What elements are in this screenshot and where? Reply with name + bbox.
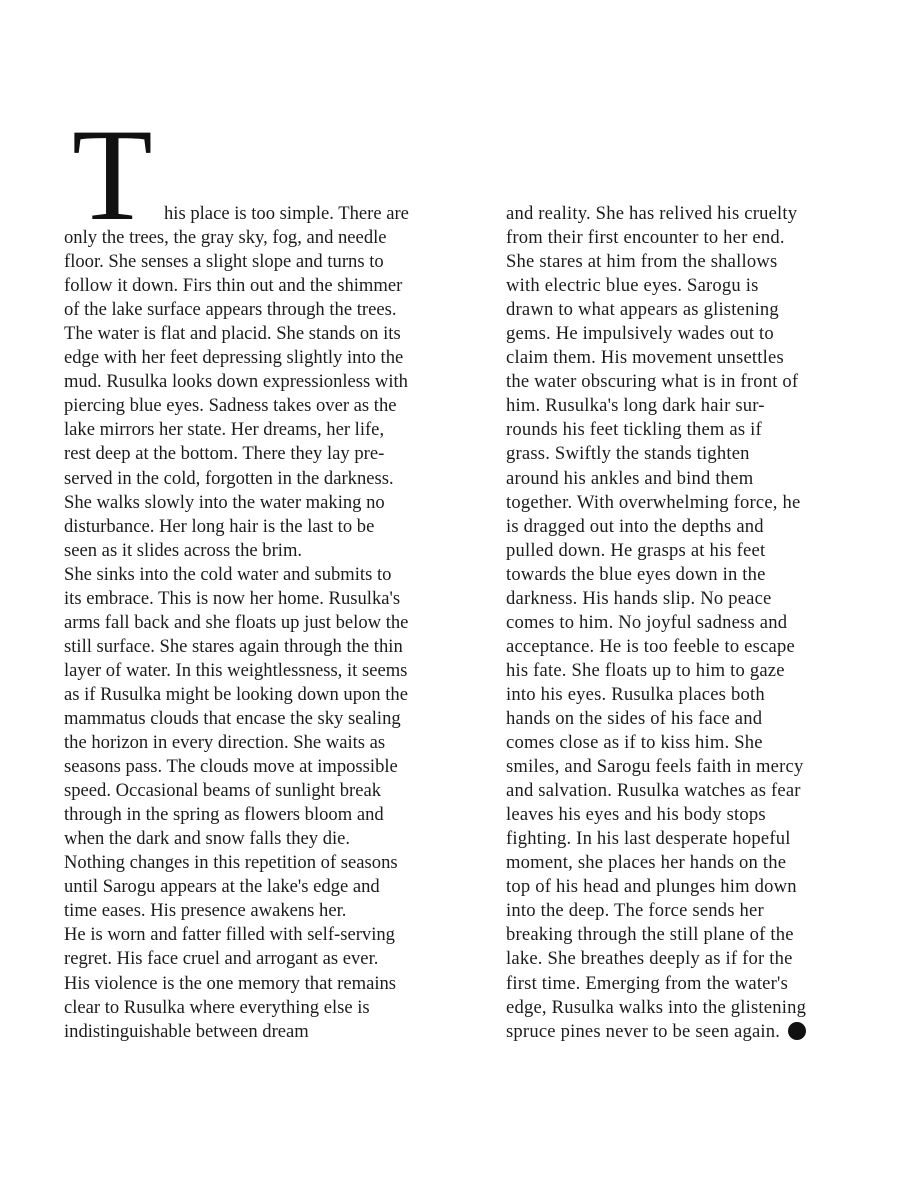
text-line-content: clear to Rusulka where everything else is	[64, 996, 370, 1018]
text-line	[506, 803, 866, 827]
text-line-content: spruce pines never to be seen again.	[506, 1020, 781, 1042]
text-line-content: from their first encounter to her end.	[506, 227, 785, 249]
text-line	[506, 851, 866, 875]
text-line	[506, 659, 866, 683]
text-line-content: pulled down. He grasps at his feet	[506, 539, 766, 561]
text-line	[64, 346, 464, 370]
text-line-content: acceptance. He is too feeble to escape	[506, 635, 795, 657]
text-line-content: She sinks into the cold water and submits to	[64, 563, 392, 585]
text-line-content: is dragged out into the depths and	[506, 515, 764, 537]
text-line-content: served in the cold, forgotten in the darkness.	[64, 467, 394, 489]
text-line-content: its embrace. This is now her home. Rusulka's	[64, 587, 401, 609]
text-line-content: disturbance. Her long hair is the last to be	[64, 515, 375, 537]
text-line-content: until Sarogu appears at the lake's edge and	[64, 876, 380, 898]
text-line	[64, 491, 464, 515]
text-line-content: his fate. She floats up to him to gaze	[506, 659, 785, 681]
text-line-content: The water is flat and placid. She stands on its	[64, 323, 401, 345]
text-line-content: into his eyes. Rusulka places both	[506, 683, 765, 705]
text-line-content: still surface. She stares again through the thin	[64, 635, 403, 657]
text-line-content: leaves his eyes and his body stops	[506, 804, 766, 826]
text-line	[506, 947, 866, 971]
text-line-content: Nothing changes in this repetition of seasons	[64, 852, 398, 874]
text-line-content: when the dark and snow falls they die.	[64, 828, 351, 850]
text-line-content: with electric blue eyes. Sarogu is	[506, 275, 759, 297]
text-line-content: lake. She breathes deeply as if for the	[506, 948, 793, 970]
text-line	[506, 972, 866, 996]
text-line-content: breaking through the still plane of the	[506, 924, 794, 946]
text-line	[64, 418, 464, 442]
text-line-content: His violence is the one memory that remains	[64, 972, 397, 994]
text-line	[506, 827, 866, 851]
text-line	[506, 274, 866, 298]
text-line	[506, 202, 866, 226]
text-line	[506, 442, 866, 466]
text-line-content: She stares at him from the shallows	[506, 251, 778, 273]
text-line	[64, 515, 464, 539]
text-line	[506, 394, 866, 418]
text-line-content: follow it down. Firs thin out and the shimmer	[64, 275, 403, 297]
text-line	[64, 731, 464, 755]
text-line	[506, 611, 866, 635]
text-line-content: edge, Rusulka walks into the glistening	[506, 996, 807, 1018]
text-line	[506, 755, 866, 779]
text-line-content: floor. She senses a slight slope and turns to	[64, 251, 384, 273]
text-line-content: mammatus clouds that encase the sky sealing	[64, 707, 401, 729]
text-line-content: arms fall back and she floats up just below the	[64, 611, 409, 633]
text-line	[64, 923, 464, 947]
text-line	[64, 779, 464, 803]
text-line	[64, 635, 464, 659]
text-line	[64, 298, 464, 322]
text-line-content: regret. His face cruel and arrogant as ever.	[64, 948, 379, 970]
text-line	[64, 707, 464, 731]
text-line	[506, 226, 866, 250]
text-line	[64, 996, 464, 1020]
text-line-content: smiles, and Sarogu feels faith in mercy	[506, 756, 804, 778]
text-line-content: as if Rusulka might be looking down upon the	[64, 683, 408, 705]
text-line	[64, 803, 464, 827]
end-mark-icon	[788, 1022, 806, 1040]
text-line-content: seasons pass. The clouds move at impossible	[64, 756, 398, 778]
text-line	[64, 755, 464, 779]
text-line-content: comes close as if to kiss him. She	[506, 732, 763, 754]
text-line-content: through in the spring as flowers bloom and	[64, 804, 384, 826]
text-line	[64, 274, 464, 298]
text-line	[506, 683, 866, 707]
drop-cap: T	[72, 101, 153, 248]
text-line	[506, 563, 866, 587]
text-line	[506, 996, 866, 1020]
text-line-content: lake mirrors her state. Her dreams, her life,	[64, 419, 385, 441]
text-line	[64, 563, 464, 587]
text-line	[64, 972, 464, 996]
text-line-content: the water obscuring what is in front of	[506, 371, 799, 393]
text-line-content: speed. Occasional beams of sunlight break	[64, 780, 382, 802]
text-line	[64, 322, 464, 346]
text-line-content: gems. He impulsively wades out to	[506, 323, 774, 345]
text-line	[64, 947, 464, 971]
text-line-content: top of his head and plunges him down	[506, 876, 797, 898]
text-line	[64, 250, 464, 274]
text-line	[506, 539, 866, 563]
text-line	[64, 683, 464, 707]
text-line	[64, 1020, 464, 1044]
text-line-content: mud. Rusulka looks down expressionless with	[64, 371, 408, 393]
text-line-content: the horizon in every direction. She waits as	[64, 732, 386, 754]
text-line	[64, 851, 464, 875]
text-line	[506, 491, 866, 515]
text-line	[506, 515, 866, 539]
text-line	[64, 611, 464, 635]
text-line-content: and salvation. Rusulka watches as fear	[506, 780, 801, 802]
text-line-content: and reality. She has relived his cruelty	[506, 203, 798, 224]
text-line-content: piercing blue eyes. Sadness takes over as the	[64, 395, 397, 417]
text-line-content: She walks slowly into the water making no	[64, 491, 385, 513]
text-line	[64, 587, 464, 611]
text-line	[64, 659, 464, 683]
text-line	[64, 827, 464, 851]
text-line-content: of the lake surface appears through the trees.	[64, 299, 397, 321]
text-line	[64, 370, 464, 394]
text-line	[506, 923, 866, 947]
text-line-content: him. Rusulka's long dark hair sur-	[506, 395, 765, 417]
text-line	[506, 875, 866, 899]
right-column	[506, 202, 866, 1044]
text-line	[506, 707, 866, 731]
left-column	[64, 202, 464, 1044]
text-line	[506, 899, 866, 923]
text-line	[506, 418, 866, 442]
text-line-content: rest deep at the bottom. There they lay pre-	[64, 443, 385, 465]
text-line-content: towards the blue eyes down in the	[506, 563, 766, 585]
text-line	[506, 467, 866, 491]
text-line-content: layer of water. In this weightlessness, it seems	[64, 659, 408, 681]
text-line-content: hands on the sides of his face and	[506, 707, 763, 729]
text-line-content: drawn to what appears as glistening	[506, 299, 779, 321]
text-line-content: He is worn and fatter filled with self-serving	[64, 924, 395, 946]
text-line	[506, 587, 866, 611]
text-line-content: indistinguishable between dream	[64, 1020, 309, 1042]
text-line	[64, 539, 464, 563]
text-line	[64, 899, 464, 923]
text-line-content: rounds his feet tickling them as if	[506, 419, 762, 441]
text-line	[64, 226, 464, 250]
text-line	[506, 322, 866, 346]
text-line-content: claim them. His movement unsettles	[506, 347, 784, 369]
text-line-content: grass. Swiftly the stands tighten	[506, 443, 750, 465]
text-line-content: time eases. His presence awakens her.	[64, 900, 347, 922]
text-line-content: first time. Emerging from the water's	[506, 972, 789, 994]
text-line	[506, 731, 866, 755]
text-line-content: together. With overwhelming force, he	[506, 491, 801, 513]
text-line	[506, 250, 866, 274]
text-line	[506, 298, 866, 322]
text-line-content: his place is too simple. There are	[164, 203, 409, 224]
text-line-content: fighting. In his last desperate hopeful	[506, 828, 791, 850]
text-line-content: comes to him. No joyful sadness and	[506, 611, 788, 633]
text-line	[506, 635, 866, 659]
text-line-content: edge with her feet depressing slightly into the	[64, 347, 404, 369]
text-line-content: seen as it slides across the brim.	[64, 539, 303, 561]
text-line	[64, 394, 464, 418]
text-line	[506, 346, 866, 370]
text-line	[506, 370, 866, 394]
text-line	[64, 442, 464, 466]
text-line-content: darkness. His hands slip. No peace	[506, 587, 772, 609]
text-line-content: into the deep. The force sends her	[506, 900, 764, 922]
text-line	[64, 875, 464, 899]
text-line	[64, 467, 464, 491]
text-line	[506, 1020, 866, 1044]
text-line	[506, 779, 866, 803]
text-line-content: moment, she places her hands on the	[506, 852, 787, 874]
text-line	[64, 202, 464, 226]
text-line-content: only the trees, the gray sky, fog, and needle	[64, 227, 387, 249]
text-line-content: around his ankles and bind them	[506, 467, 754, 489]
